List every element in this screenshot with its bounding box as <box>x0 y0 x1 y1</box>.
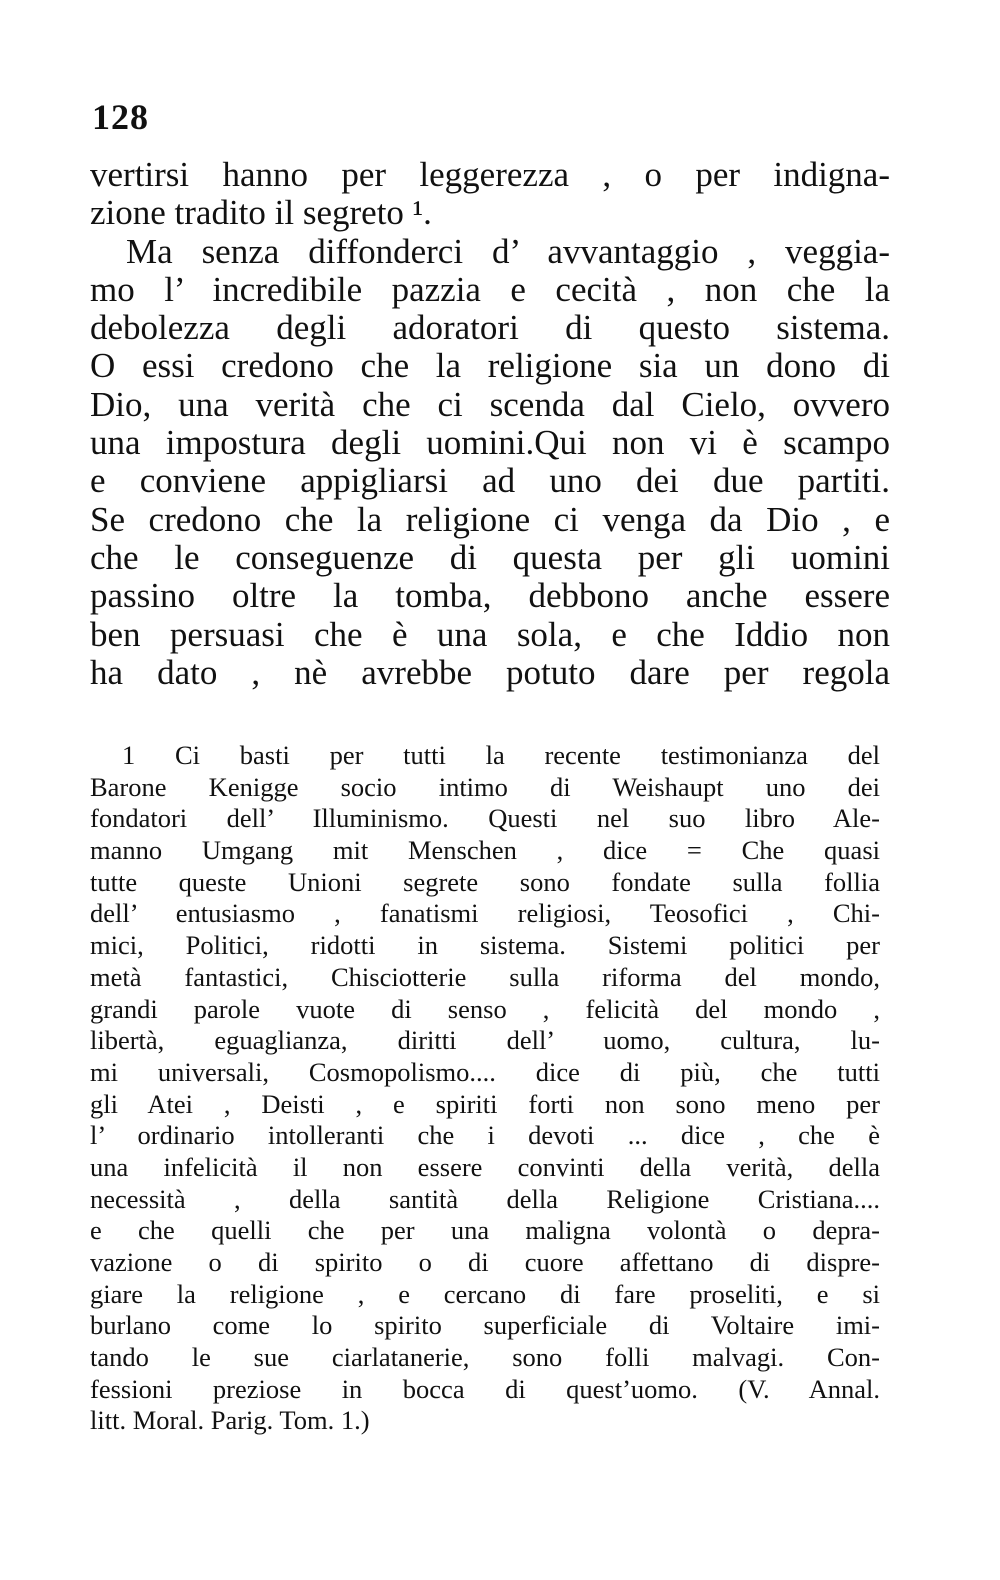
footnote-line: litt. Moral. Parig. Tom. 1.) <box>90 1405 370 1436</box>
footnote-block <box>90 740 880 1437</box>
footnote-line: fondatori dell’ Illuminismo. Questi nel suo libro Ale- <box>90 803 880 834</box>
footnote-line: burlano come lo spirito superficiale di Voltaire imi- <box>90 1310 880 1341</box>
text-line: ha dato , nè avrebbe potuto dare per regola <box>90 653 890 692</box>
footnote-line: grandi parole vuote di senso , felicità del mondo , <box>90 993 880 1024</box>
text-line: zione tradito il segreto ¹. <box>90 194 432 233</box>
footnote-line: necessità , della santità della Religione Cristiana.... <box>90 1183 880 1214</box>
text-line: mo l’ incredibile pazzia e cecità , non che la <box>90 270 890 309</box>
text-line: vertirsi hanno per leggerezza , o per indigna- <box>90 156 890 194</box>
footnote-line: una infelicità il non essere convinti della verità, della <box>90 1151 880 1182</box>
footnote-line: mi universali, Cosmopolismo.... dice di più, che tutti <box>90 1056 880 1087</box>
footnote-line: vazione o di spirito o di cuore affettano di dispre- <box>90 1247 880 1277</box>
footnote-line: tando le sue ciarlatanerie, sono folli malvagi. Con- <box>90 1342 880 1373</box>
text-line: passino oltre la tomba, debbono anche essere <box>90 577 890 616</box>
text-line: Dio, una verità che ci scenda dal Cielo, ovvero <box>90 385 890 424</box>
footnote-line: fessioni preziose in bocca di quest’uomo. (V. Annal. <box>90 1373 880 1404</box>
text-line: ben persuasi che è una sola, e che Iddio non <box>90 615 890 654</box>
page-number: 128 <box>92 97 149 137</box>
footnote-line: e che quelli che per una maligna volontà o depra- <box>90 1215 880 1246</box>
footnote-line: gli Atei , Deisti , e spiriti forti non sono meno per <box>90 1088 880 1119</box>
main-text-block <box>90 156 890 692</box>
footnote-line: giare la religione , e cercano di fare proseliti, e si <box>90 1278 880 1309</box>
footnote-line: dell’ entusiasmo , fanatismi religiosi, Teosofici , Chi- <box>90 898 880 929</box>
footnote-line: Barone Kenigge socio intimo di Weishaupt uno dei <box>90 771 880 802</box>
footnote-line: l’ ordinario intolleranti che i devoti ... dice , che è <box>90 1120 880 1151</box>
text-line: Ma senza diffonderci d’ avvantaggio , veggia- <box>126 232 890 271</box>
footnote-line: 1 Ci basti per tutti la recente testimonianza del <box>122 740 880 770</box>
text-line: una impostura degli uomini.Qui non vi è scampo <box>90 424 890 463</box>
text-line: debolezza degli adoratori di questo sistema. <box>90 309 890 348</box>
text-line: O essi credono che la religione sia un dono di <box>90 347 890 386</box>
text-line: Se credono che la religione ci venga da Dio , e <box>90 500 890 539</box>
footnote-line: libertà, eguaglianza, diritti dell’ uomo, cultura, lu- <box>90 1025 880 1056</box>
footnote-line: mici, Politici, ridotti in sistema. Sistemi politici per <box>90 930 880 961</box>
footnote-line: metà fantastici, Chisciotterie sulla riforma del mondo, <box>90 961 880 992</box>
text-line: e conviene appigliarsi ad uno dei due partiti. <box>90 462 890 501</box>
text-line: che le conseguenze di questa per gli uomini <box>90 538 890 577</box>
footnote-line: manno Umgang mit Menschen , dice = Che quasi <box>90 835 880 866</box>
footnote-line: tutte queste Unioni segrete sono fondate sulla follia <box>90 866 880 897</box>
